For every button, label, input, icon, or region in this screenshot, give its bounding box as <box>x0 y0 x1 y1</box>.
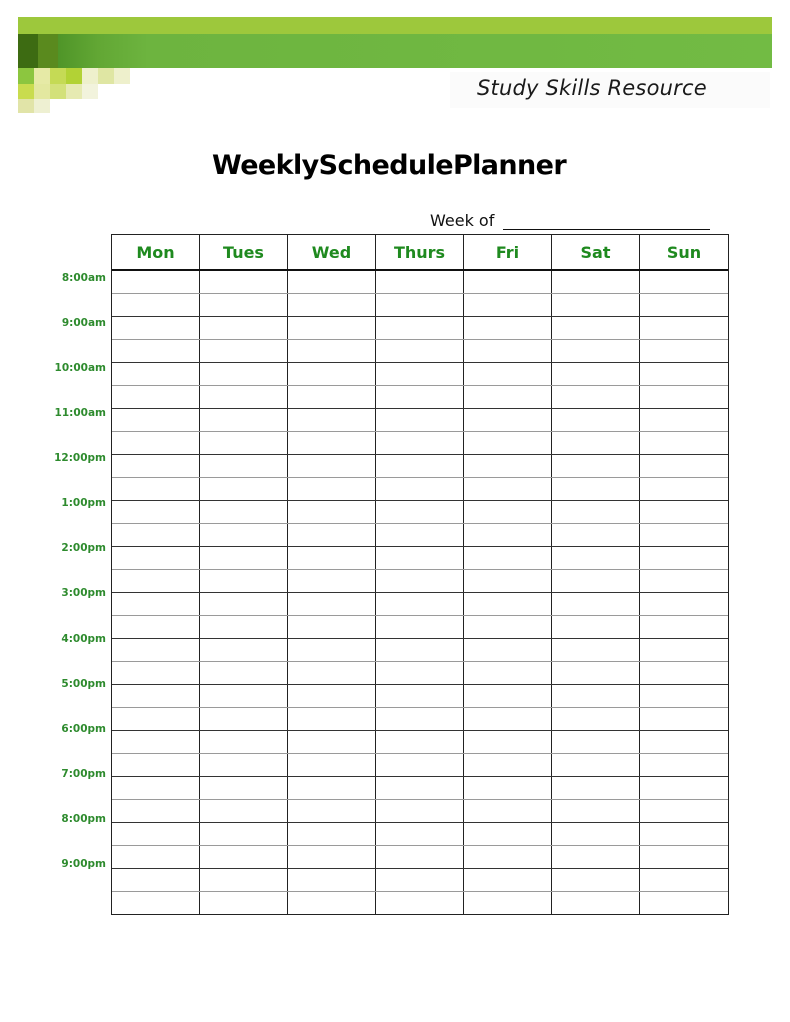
schedule-cell-sat[interactable] <box>552 294 640 316</box>
schedule-cell-wed[interactable] <box>288 409 376 431</box>
schedule-cell-mon[interactable] <box>112 455 200 477</box>
schedule-cell-fri[interactable] <box>464 317 552 339</box>
schedule-cell-thurs[interactable] <box>376 639 464 661</box>
hour-row <box>112 777 728 823</box>
time-label: 9:00am <box>61 317 106 330</box>
time-slot-row <box>112 317 728 340</box>
schedule-cell-thurs[interactable] <box>376 294 464 316</box>
schedule-cell-tues[interactable] <box>200 524 288 546</box>
schedule-cell-sat[interactable] <box>552 317 640 339</box>
schedule-cell-sun[interactable] <box>640 570 728 592</box>
schedule-cell-fri[interactable] <box>464 524 552 546</box>
schedule-cell-fri[interactable] <box>464 593 552 615</box>
schedule-cell-fri[interactable] <box>464 662 552 684</box>
decorative-square <box>18 84 34 99</box>
schedule-cell-fri[interactable] <box>464 340 552 362</box>
schedule-cell-tues[interactable] <box>200 409 288 431</box>
time-label: 7:00pm <box>61 767 106 780</box>
hour-row <box>112 501 728 547</box>
time-label: 10:00am <box>54 362 106 375</box>
schedule-cell-thurs[interactable] <box>376 570 464 592</box>
day-header-tues: Tues <box>200 235 288 269</box>
schedule-cell-tues[interactable] <box>200 777 288 799</box>
time-slot-row <box>112 478 728 500</box>
hour-row <box>112 823 728 869</box>
schedule-cell-tues[interactable] <box>200 386 288 408</box>
schedule-cell-mon[interactable] <box>112 386 200 408</box>
schedule-cell-tues[interactable] <box>200 501 288 523</box>
day-header-wed: Wed <box>288 235 376 269</box>
day-header-fri: Fri <box>464 235 552 269</box>
schedule-cell-thurs[interactable] <box>376 501 464 523</box>
schedule-cell-mon[interactable] <box>112 432 200 454</box>
schedule-cell-sat[interactable] <box>552 501 640 523</box>
schedule-cell-sun[interactable] <box>640 501 728 523</box>
schedule-cell-mon[interactable] <box>112 708 200 730</box>
schedule-cell-wed[interactable] <box>288 271 376 293</box>
schedule-cell-fri[interactable] <box>464 823 552 845</box>
schedule-cell-wed[interactable] <box>288 432 376 454</box>
schedule-cell-fri[interactable] <box>464 363 552 385</box>
schedule-cell-sun[interactable] <box>640 409 728 431</box>
decorative-square <box>34 84 50 99</box>
header-band-light <box>18 17 772 34</box>
schedule-cell-thurs[interactable] <box>376 317 464 339</box>
schedule-cell-tues[interactable] <box>200 616 288 638</box>
schedule-cell-thurs[interactable] <box>376 593 464 615</box>
schedule-cell-fri[interactable] <box>464 501 552 523</box>
hour-row <box>112 639 728 685</box>
schedule-cell-tues[interactable] <box>200 731 288 753</box>
schedule-cell-sun[interactable] <box>640 777 728 799</box>
hour-row <box>112 593 728 639</box>
schedule-cell-fri[interactable] <box>464 685 552 707</box>
schedule-cell-sun[interactable] <box>640 616 728 638</box>
schedule-cell-thurs[interactable] <box>376 800 464 822</box>
decorative-square <box>82 84 98 99</box>
schedule-cell-tues[interactable] <box>200 685 288 707</box>
schedule-cell-sun[interactable] <box>640 823 728 845</box>
time-slot-row <box>112 800 728 822</box>
schedule-cell-wed[interactable] <box>288 478 376 500</box>
schedule-cell-tues[interactable] <box>200 570 288 592</box>
schedule-cell-wed[interactable] <box>288 501 376 523</box>
time-slot-row <box>112 547 728 570</box>
schedule-cell-sat[interactable] <box>552 639 640 661</box>
schedule-cell-sat[interactable] <box>552 685 640 707</box>
schedule-cell-fri[interactable] <box>464 432 552 454</box>
week-of-field[interactable] <box>503 229 710 230</box>
resource-label: Study Skills Resource <box>477 76 707 100</box>
schedule-cell-sat[interactable] <box>552 754 640 776</box>
schedule-cell-fri[interactable] <box>464 892 552 914</box>
schedule-cell-sat[interactable] <box>552 547 640 569</box>
decorative-square <box>66 68 82 84</box>
time-slot-row <box>112 662 728 684</box>
schedule-cell-mon[interactable] <box>112 777 200 799</box>
decorative-square <box>34 68 50 84</box>
schedule-cell-tues[interactable] <box>200 869 288 891</box>
schedule-cell-sat[interactable] <box>552 478 640 500</box>
schedule-cell-wed[interactable] <box>288 547 376 569</box>
time-label: 9:00pm <box>61 857 106 870</box>
schedule-cell-sun[interactable] <box>640 869 728 891</box>
time-slot-row <box>112 869 728 892</box>
time-slot-row <box>112 455 728 478</box>
schedule-cell-wed[interactable] <box>288 754 376 776</box>
schedule-cell-tues[interactable] <box>200 662 288 684</box>
time-slot-row <box>112 708 728 730</box>
schedule-cell-mon[interactable] <box>112 271 200 293</box>
time-slot-row <box>112 731 728 754</box>
schedule-cell-tues[interactable] <box>200 593 288 615</box>
schedule-cell-fri[interactable] <box>464 547 552 569</box>
time-label: 6:00pm <box>61 722 106 735</box>
schedule-cell-sat[interactable] <box>552 271 640 293</box>
schedule-cell-sun[interactable] <box>640 363 728 385</box>
schedule-cell-wed[interactable] <box>288 524 376 546</box>
day-header-sun: Sun <box>666 242 702 262</box>
schedule-cell-tues[interactable] <box>200 708 288 730</box>
schedule-cell-tues[interactable] <box>200 639 288 661</box>
time-label: 2:00pm <box>61 542 106 555</box>
schedule-cell-mon[interactable] <box>112 685 200 707</box>
schedule-cell-fri[interactable] <box>464 777 552 799</box>
schedule-cell-mon[interactable] <box>112 639 200 661</box>
schedule-cell-sat[interactable] <box>552 800 640 822</box>
hour-row <box>112 409 728 455</box>
day-header-sat: Sat <box>552 235 640 269</box>
schedule-cell-sun[interactable] <box>640 800 728 822</box>
decorative-square <box>34 99 50 113</box>
schedule-cell-thurs[interactable] <box>376 340 464 362</box>
hour-row <box>112 317 728 363</box>
schedule-cell-mon[interactable] <box>112 800 200 822</box>
day-header-row <box>112 235 728 271</box>
schedule-cell-sun[interactable] <box>640 731 728 753</box>
schedule-cell-fri[interactable] <box>464 478 552 500</box>
schedule-cell-sat[interactable] <box>552 432 640 454</box>
schedule-cell-thurs[interactable] <box>376 662 464 684</box>
time-slot-row <box>112 570 728 592</box>
schedule-cell-thurs[interactable] <box>376 892 464 914</box>
decorative-square <box>18 99 34 113</box>
hour-row <box>112 271 728 317</box>
schedule-cell-mon[interactable] <box>112 409 200 431</box>
time-slot-row <box>112 685 728 708</box>
schedule-cell-sat[interactable] <box>552 340 640 362</box>
schedule-cell-tues[interactable] <box>200 455 288 477</box>
schedule-cell-tues[interactable] <box>200 340 288 362</box>
time-slot-row <box>112 294 728 316</box>
page-title: WeeklySchedulePlanner <box>212 150 567 181</box>
time-slot-row <box>112 409 728 432</box>
decorative-square <box>82 68 98 84</box>
schedule-cell-tues[interactable] <box>200 478 288 500</box>
schedule-cell-wed[interactable] <box>288 363 376 385</box>
schedule-cell-tues[interactable] <box>200 547 288 569</box>
schedule-cell-wed[interactable] <box>288 639 376 661</box>
schedule-cell-fri[interactable] <box>464 800 552 822</box>
schedule-cell-mon[interactable] <box>112 731 200 753</box>
header-band-main <box>18 34 772 68</box>
schedule-cell-mon[interactable] <box>112 754 200 776</box>
schedule-cell-thurs[interactable] <box>376 455 464 477</box>
schedule-cell-tues[interactable] <box>200 892 288 914</box>
schedule-cell-sun[interactable] <box>640 593 728 615</box>
schedule-cell-thurs[interactable] <box>376 432 464 454</box>
schedule-cell-wed[interactable] <box>288 317 376 339</box>
time-slot-row <box>112 892 728 914</box>
decorative-square <box>18 68 34 84</box>
schedule-cell-sat[interactable] <box>552 409 640 431</box>
schedule-cell-fri[interactable] <box>464 754 552 776</box>
schedule-cell-sat[interactable] <box>552 823 640 845</box>
hour-row <box>112 363 728 409</box>
schedule-cell-tues[interactable] <box>200 846 288 868</box>
hour-row <box>112 869 728 914</box>
schedule-cell-fri[interactable] <box>464 869 552 891</box>
time-slot-row <box>112 340 728 362</box>
schedule-cell-mon[interactable] <box>112 363 200 385</box>
schedule-cell-thurs[interactable] <box>376 754 464 776</box>
hour-row <box>112 731 728 777</box>
schedule-cell-sat[interactable] <box>552 524 640 546</box>
schedule-cell-sat[interactable] <box>552 455 640 477</box>
schedule-cell-fri[interactable] <box>464 639 552 661</box>
day-header-mon: Mon <box>112 235 200 269</box>
schedule-cell-sat[interactable] <box>552 363 640 385</box>
schedule-cell-mon[interactable] <box>112 616 200 638</box>
schedule-cell-wed[interactable] <box>288 777 376 799</box>
schedule-cell-sat[interactable] <box>552 593 640 615</box>
schedule-cell-sun[interactable] <box>640 547 728 569</box>
schedule-body <box>112 271 728 914</box>
time-slot-row <box>112 639 728 662</box>
time-label: 3:00pm <box>61 587 106 600</box>
schedule-cell-sun[interactable] <box>640 340 728 362</box>
schedule-cell-wed[interactable] <box>288 708 376 730</box>
schedule-cell-mon[interactable] <box>112 340 200 362</box>
schedule-cell-wed[interactable] <box>288 294 376 316</box>
schedule-cell-sun[interactable] <box>640 294 728 316</box>
time-slot-row <box>112 524 728 546</box>
schedule-cell-sun[interactable] <box>640 846 728 868</box>
schedule-cell-wed[interactable] <box>288 823 376 845</box>
schedule-cell-sat[interactable] <box>552 570 640 592</box>
schedule-cell-sat[interactable] <box>552 846 640 868</box>
schedule-cell-wed[interactable] <box>288 455 376 477</box>
schedule-cell-mon[interactable] <box>112 662 200 684</box>
schedule-grid <box>111 234 729 915</box>
schedule-cell-mon[interactable] <box>112 501 200 523</box>
hour-row <box>112 547 728 593</box>
schedule-cell-sun[interactable] <box>640 271 728 293</box>
schedule-cell-fri[interactable] <box>464 846 552 868</box>
decorative-square <box>50 68 66 84</box>
time-slot-row <box>112 823 728 846</box>
schedule-cell-fri[interactable] <box>464 731 552 753</box>
schedule-cell-fri[interactable] <box>464 616 552 638</box>
schedule-cell-sat[interactable] <box>552 777 640 799</box>
schedule-cell-sun[interactable] <box>640 662 728 684</box>
schedule-cell-sat[interactable] <box>552 892 640 914</box>
schedule-cell-fri[interactable] <box>464 455 552 477</box>
time-slot-row <box>112 846 728 868</box>
schedule-cell-sun[interactable] <box>640 455 728 477</box>
schedule-cell-wed[interactable] <box>288 869 376 891</box>
schedule-cell-tues[interactable] <box>200 754 288 776</box>
schedule-cell-thurs[interactable] <box>376 271 464 293</box>
schedule-cell-wed[interactable] <box>288 892 376 914</box>
schedule-cell-thurs[interactable] <box>376 823 464 845</box>
decorative-square <box>50 84 66 99</box>
time-slot-row <box>112 777 728 800</box>
schedule-cell-thurs[interactable] <box>376 777 464 799</box>
schedule-cell-wed[interactable] <box>288 386 376 408</box>
time-slot-row <box>112 386 728 408</box>
schedule-cell-wed[interactable] <box>288 593 376 615</box>
schedule-cell-sun[interactable] <box>640 432 728 454</box>
schedule-cell-tues[interactable] <box>200 294 288 316</box>
schedule-cell-fri[interactable] <box>464 570 552 592</box>
decorative-square <box>66 84 82 99</box>
schedule-cell-wed[interactable] <box>288 662 376 684</box>
schedule-cell-tues[interactable] <box>200 317 288 339</box>
week-of-label: Week of <box>430 211 495 230</box>
schedule-cell-wed[interactable] <box>288 570 376 592</box>
schedule-cell-sun[interactable] <box>640 754 728 776</box>
schedule-cell-tues[interactable] <box>200 271 288 293</box>
time-slot-row <box>112 754 728 776</box>
schedule-cell-thurs[interactable] <box>376 363 464 385</box>
schedule-cell-wed[interactable] <box>288 685 376 707</box>
time-label: 8:00am <box>61 272 106 284</box>
time-slot-row <box>112 593 728 616</box>
schedule-cell-mon[interactable] <box>112 317 200 339</box>
schedule-cell-thurs[interactable] <box>376 547 464 569</box>
schedule-cell-thurs[interactable] <box>376 869 464 891</box>
time-label: 11:00am <box>54 407 106 420</box>
schedule-cell-sat[interactable] <box>552 731 640 753</box>
schedule-cell-thurs[interactable] <box>376 386 464 408</box>
time-slot-row <box>112 432 728 454</box>
schedule-cell-tues[interactable] <box>200 432 288 454</box>
schedule-cell-mon[interactable] <box>112 547 200 569</box>
schedule-cell-fri[interactable] <box>464 409 552 431</box>
schedule-cell-mon[interactable] <box>112 524 200 546</box>
schedule-cell-fri[interactable] <box>464 386 552 408</box>
schedule-cell-sun[interactable] <box>640 685 728 707</box>
schedule-cell-fri[interactable] <box>464 294 552 316</box>
schedule-cell-mon[interactable] <box>112 846 200 868</box>
schedule-cell-sat[interactable] <box>552 386 640 408</box>
schedule-cell-fri[interactable] <box>464 708 552 730</box>
schedule-cell-fri[interactable] <box>464 271 552 293</box>
schedule-cell-mon[interactable] <box>112 478 200 500</box>
schedule-cell-sun[interactable] <box>640 478 728 500</box>
schedule-cell-sat[interactable] <box>552 708 640 730</box>
decorative-square <box>98 68 114 84</box>
time-label: 12:00pm <box>54 452 106 465</box>
schedule-cell-tues[interactable] <box>200 363 288 385</box>
schedule-cell-thurs[interactable] <box>376 846 464 868</box>
schedule-cell-sun[interactable] <box>640 317 728 339</box>
time-slot-row <box>112 271 728 294</box>
schedule-cell-tues[interactable] <box>200 823 288 845</box>
time-slot-row <box>112 501 728 524</box>
time-slot-row <box>112 363 728 386</box>
schedule-cell-mon[interactable] <box>112 593 200 615</box>
decorative-square <box>114 68 130 84</box>
day-header-thurs: Thurs <box>376 235 464 269</box>
schedule-cell-mon[interactable] <box>112 570 200 592</box>
schedule-cell-sun[interactable] <box>640 708 728 730</box>
schedule-cell-wed[interactable] <box>288 616 376 638</box>
schedule-cell-wed[interactable] <box>288 731 376 753</box>
time-label: 5:00pm <box>61 677 106 690</box>
schedule-cell-thurs[interactable] <box>376 524 464 546</box>
schedule-cell-sat[interactable] <box>552 662 640 684</box>
schedule-cell-mon[interactable] <box>112 892 200 914</box>
schedule-cell-mon[interactable] <box>112 823 200 845</box>
time-label: 8:00pm <box>61 812 106 825</box>
schedule-cell-sun[interactable] <box>640 524 728 546</box>
schedule-cell-wed[interactable] <box>288 846 376 868</box>
schedule-cell-thurs[interactable] <box>376 409 464 431</box>
schedule-cell-wed[interactable] <box>288 800 376 822</box>
time-label: 1:00pm <box>61 497 106 510</box>
hour-row <box>112 455 728 501</box>
schedule-cell-sun[interactable] <box>640 639 728 661</box>
schedule-cell-tues[interactable] <box>200 800 288 822</box>
schedule-cell-thurs[interactable] <box>376 478 464 500</box>
schedule-cell-thurs[interactable] <box>376 685 464 707</box>
schedule-cell-sun[interactable] <box>640 892 728 914</box>
hour-row <box>112 685 728 731</box>
time-slot-row <box>112 616 728 638</box>
schedule-cell-thurs[interactable] <box>376 731 464 753</box>
schedule-cell-thurs[interactable] <box>376 616 464 638</box>
schedule-cell-thurs[interactable] <box>376 708 464 730</box>
schedule-cell-sat[interactable] <box>552 616 640 638</box>
schedule-cell-mon[interactable] <box>112 869 200 891</box>
schedule-cell-mon[interactable] <box>112 294 200 316</box>
schedule-cell-sat[interactable] <box>552 869 640 891</box>
time-label: 4:00pm <box>61 632 106 645</box>
schedule-cell-wed[interactable] <box>288 340 376 362</box>
schedule-cell-sun[interactable] <box>640 386 728 408</box>
